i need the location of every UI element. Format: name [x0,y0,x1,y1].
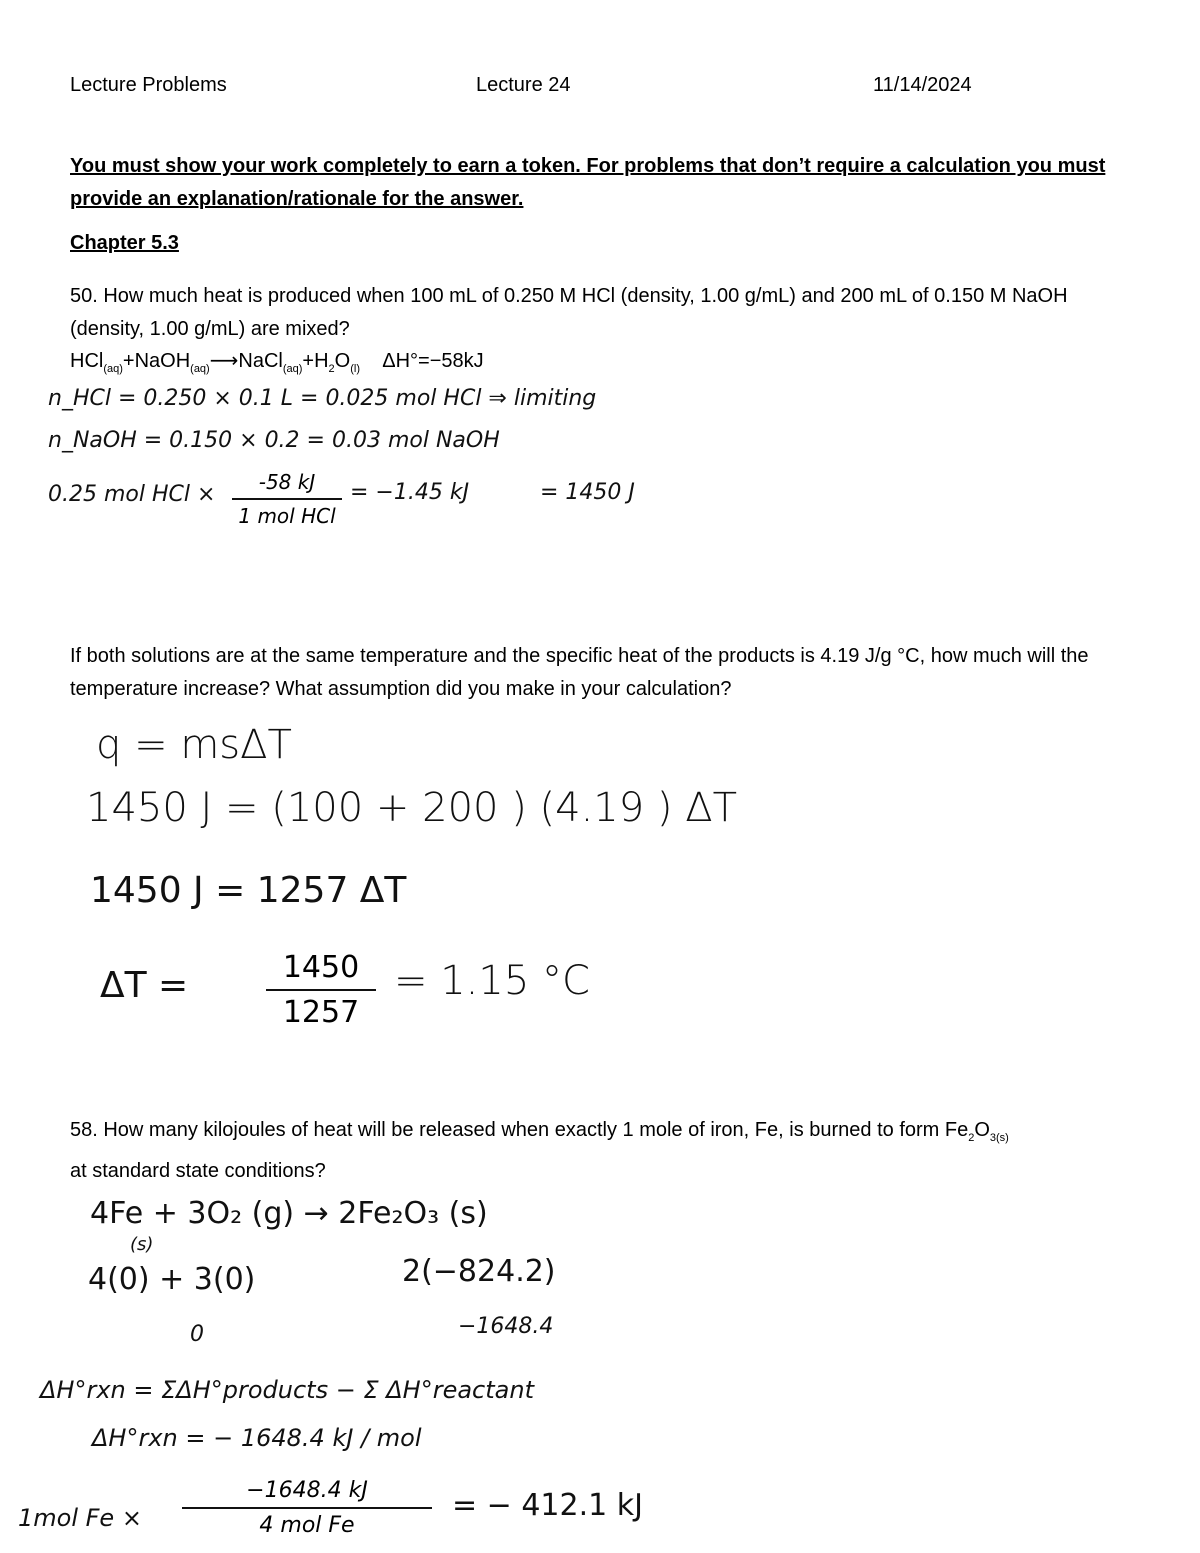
hw-product-enthalpy: 2(−824.2) [402,1254,556,1289]
hw-heat-result-j: = 1450 J [540,480,635,505]
hw-reactant-enthalpies: 4(0) + 3(0) [88,1262,256,1297]
header-date: 11/14/2024 [873,74,972,96]
hw-delta-h-rxn: ΔH°rxn = − 1648.4 kJ / mol [92,1424,422,1452]
hw-product-total: −1648.4 [458,1314,554,1339]
hw-mol-naoh: n_NaOH = 0.150 × 0.2 = 0.03 mol NaOH [48,428,500,453]
problem-50-followup: If both solutions are at the same temperature and the specific heat of the products is 4.19 J/g °C, how much will the temperature increase? What assumption did you make in your calculation? [70,645,1089,700]
hw-per-mole-den: 4 mol Fe [259,1513,355,1538]
hw-hess-law: ΔH°rxn = ΣΔH°products − Σ ΔH°reactant [40,1376,534,1404]
hw-q-formula: q = msΔT [96,722,292,768]
hw-delta-t-result: = 1.15 °C [394,958,590,1004]
hw-heat-fraction [232,470,342,528]
problem-50-question: 50. How much heat is produced when 100 mL of 0.250 M HCl (density, 1.00 g/mL) and 200 mL of 0.150 M NaOH (density, 1.00 g/mL) are mixed? [70,285,1068,340]
hw-per-mole-num: −1648.4 kJ [246,1478,368,1503]
hw-delta-t-left: ΔT = [100,965,189,1006]
hw-delta-t-num: 1450 [282,950,360,985]
header-lecture: Lecture 24 [476,74,571,96]
problem-58-question: 58. How many kilojoules of heat will be released when exactly 1 mole of iron, Fe, is burned to form $Fe_2O_{3(s)}$ at standard state conditions? [70,1119,1009,1182]
chapter-heading: Chapter 5.3 [70,232,179,254]
hw-simplified: 1450 J = 1257 ΔT [90,870,407,911]
hw-mol-hcl: n_HCl = 0.250 × 0.1 L = 0.025 mol HCl ⇒ limiting [48,386,597,411]
hw-reactant-total: 0 [190,1322,204,1347]
header-course: Lecture Problems [70,74,227,96]
hw-heat-den: 1 mol HCl [238,504,336,528]
hw-delta-t-fraction [266,950,376,1030]
hw-substitution: 1450 J = (100 + 200 ) (4.19 ) ΔT [86,785,738,831]
hw-per-mole-fraction [182,1478,432,1538]
instructions: You must show your work completely to earn a token. For problems that don’t require a calculation you must provide an explanation/rationale for the answer. [70,155,1106,210]
hw-heat-left: 0.25 mol HCl × [48,482,216,507]
reaction-equation: $HCl_{(aq)}+NaOH_{(aq)}⟶NaCl_{(aq)}+H_2O_{(l)}$ ΔH°=−58kJ [70,350,484,375]
hw-heat-result-kj: = −1.45 kJ [350,480,470,505]
hw-fe-state: (s) [130,1234,154,1255]
fraction-bar [232,498,342,500]
hw-heat-num: -58 kJ [258,470,316,494]
hw-per-mole-left: 1mol Fe × [18,1504,142,1532]
hw-final-answer: = − 412.1 kJ [452,1488,643,1523]
fraction-bar [182,1507,432,1509]
hw-delta-t-den: 1257 [282,995,360,1030]
hw-combustion-reaction: 4Fe + 3O₂ (g) → 2Fe₂O₃ (s) [90,1196,488,1231]
fraction-bar [266,989,376,991]
